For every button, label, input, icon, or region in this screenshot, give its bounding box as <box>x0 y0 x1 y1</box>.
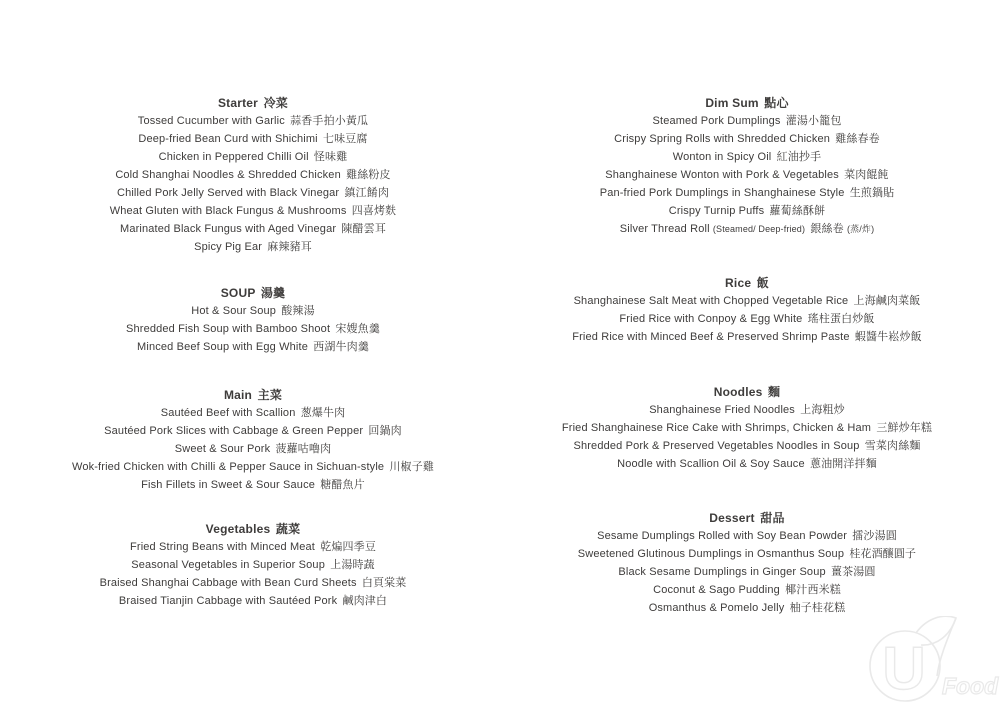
item-en: Steamed Pork Dumplings <box>652 115 781 127</box>
item-en: Tossed Cucumber with Garlic <box>137 115 285 127</box>
item-en: Wonton in Spicy Oil <box>672 151 772 163</box>
menu-item <box>23 422 483 440</box>
item-zh: 葱爆牛肉 <box>300 407 346 419</box>
menu-item <box>517 148 977 166</box>
item-en: Fried Shanghainese Rice Cake with Shrimps, Chicken & Ham <box>561 422 872 434</box>
item-en: Hot & Sour Soup <box>191 305 277 317</box>
menu-item <box>23 574 483 592</box>
item-zh: 銀絲卷 <box>810 223 844 235</box>
menu-item <box>23 184 483 202</box>
item-zh: 西湖牛肉羹 <box>313 341 369 353</box>
item-zh: 七味豆腐 <box>322 133 368 145</box>
item-zh: 四喜烤麩 <box>351 205 397 217</box>
menu-item <box>23 592 483 610</box>
menu-item <box>517 130 977 148</box>
item-en: Wok-fried Chicken with Chilli & Pepper Sauce in Sichuan-style <box>71 461 385 473</box>
section-title-zh: 點心 <box>764 96 789 110</box>
section-title <box>517 509 977 527</box>
item-en: Sweet & Sour Pork <box>174 443 271 455</box>
menu-item <box>23 404 483 422</box>
item-en: Crispy Spring Rolls with Shredded Chicken <box>614 133 831 145</box>
item-zh: 紅油抄手 <box>776 151 822 163</box>
item-zh: 薑茶湯圓 <box>830 566 876 578</box>
menu-item <box>23 130 483 148</box>
item-zh: 桂花酒釀圓子 <box>849 548 917 560</box>
section-noodles <box>517 383 977 473</box>
item-en: Fried Rice with Minced Beef & Preserved Shrimp Paste <box>572 331 850 343</box>
watermark-food-text: Food <box>942 673 999 699</box>
item-en: Shanghainese Wonton with Pork & Vegetables <box>605 169 839 181</box>
item-en: Braised Shanghai Cabbage with Bean Curd Sheets <box>99 577 357 589</box>
item-zh: 上湯時蔬 <box>330 559 375 571</box>
item-en: Shredded Fish Soup with Bamboo Shoot <box>126 323 331 335</box>
section-title-en: Starter <box>217 96 259 110</box>
watermark-letter-u: U <box>882 635 926 702</box>
section-rice <box>517 274 977 346</box>
item-zh: 上海粗炒 <box>800 404 845 416</box>
menu-item <box>23 338 483 356</box>
menu-item <box>23 538 483 556</box>
menu-item <box>517 202 977 220</box>
menu-item <box>517 292 977 310</box>
section-title-en: Rice <box>725 276 752 290</box>
menu-item <box>23 320 483 338</box>
section-title-zh: 蔬菜 <box>275 522 301 536</box>
menu-item <box>23 476 483 494</box>
item-en: Shredded Pork & Preserved Vegetables Noodles in Soup <box>573 440 860 452</box>
section-title-zh: 甜品 <box>760 511 785 525</box>
section-title-en: Noodles <box>713 385 763 399</box>
item-zh: 雪菜肉絲麵 <box>864 440 921 452</box>
item-en: Cold Shanghai Noodles & Shredded Chicken <box>115 169 341 181</box>
menu-item <box>23 148 483 166</box>
menu-item <box>23 440 483 458</box>
section-title <box>23 284 483 302</box>
item-zh: 麻辣豬耳 <box>267 241 312 253</box>
item-zh: 白頁棠菜 <box>361 577 407 589</box>
menu-item <box>517 581 977 599</box>
item-zh: 鹹肉津白 <box>342 595 388 607</box>
section-title-en: Vegetables <box>205 522 271 536</box>
item-zh: 生煎鍋貼 <box>849 187 895 199</box>
menu-item <box>23 166 483 184</box>
item-zh: 回鍋肉 <box>368 425 402 437</box>
item-en: Noodle with Scallion Oil & Soy Sauce <box>617 458 805 470</box>
item-en: Osmanthus & Pomelo Jelly <box>648 602 785 614</box>
item-en: Chicken in Peppered Chilli Oil <box>158 151 309 163</box>
item-en: Minced Beef Soup with Egg White <box>137 341 308 353</box>
menu-item <box>517 527 977 545</box>
item-zh: 瑤柱蛋白炒飯 <box>807 313 875 325</box>
section-title <box>517 274 977 292</box>
item-zh: 陳醋雲耳 <box>341 223 386 235</box>
item-zh: 菜肉餛飩 <box>844 169 889 181</box>
item-en: Spicy Pig Ear <box>194 241 263 253</box>
item-en: Black Sesame Dumplings in Ginger Soup <box>618 566 826 578</box>
section-title <box>517 383 977 401</box>
section-title-en: Dessert <box>709 511 755 525</box>
menu-item <box>23 556 483 574</box>
section-starter <box>23 94 483 256</box>
section-title <box>23 94 483 112</box>
menu-item <box>517 220 977 238</box>
item-zh-note: (蒸/炸) <box>846 224 875 234</box>
menu-item <box>517 184 977 202</box>
item-zh: 蝦醬牛崧炒飯 <box>854 331 922 343</box>
item-zh: 雞絲粉皮 <box>346 169 391 181</box>
section-title-zh: 飯 <box>756 276 769 290</box>
section-title-en: SOUP <box>220 286 256 300</box>
item-en: Wheat Gluten with Black Fungus & Mushrooms <box>109 205 347 217</box>
item-zh: 雞絲春卷 <box>835 133 880 145</box>
menu-item <box>23 202 483 220</box>
menu-item <box>517 545 977 563</box>
item-en: Crispy Turnip Puffs <box>668 205 765 217</box>
item-zh: 蒜香手拍小黃瓜 <box>290 115 369 127</box>
section-dessert <box>517 509 977 617</box>
item-en-note: (Steamed/ Deep-fried) <box>712 224 806 234</box>
item-zh: 糖醋魚片 <box>320 479 365 491</box>
item-en: Sautéed Beef with Scallion <box>160 407 296 419</box>
item-en: Sweetened Glutinous Dumplings in Osmanthus Soup <box>577 548 845 560</box>
item-zh: 鎮江餚肉 <box>344 187 390 199</box>
item-zh: 宋嫂魚羹 <box>335 323 380 335</box>
item-en: Fish Fillets in Sweet & Sour Sauce <box>141 479 315 491</box>
menu-item <box>23 458 483 476</box>
item-en: Coconut & Sago Pudding <box>653 584 780 596</box>
section-title <box>517 94 977 112</box>
item-zh: 酸辣湯 <box>281 305 315 317</box>
item-en: Marinated Black Fungus with Aged Vinegar <box>120 223 337 235</box>
item-zh: 擂沙湯圓 <box>852 530 897 542</box>
menu-item <box>517 419 977 437</box>
section-title <box>23 520 483 538</box>
item-en: Seasonal Vegetables in Superior Soup <box>131 559 325 571</box>
item-en: Fried String Beans with Minced Meat <box>130 541 316 553</box>
menu-item <box>517 112 977 130</box>
item-zh: 怪味雞 <box>313 151 348 163</box>
menu-item <box>517 310 977 328</box>
item-en: Shanghainese Salt Meat with Chopped Vegetable Rice <box>573 295 849 307</box>
section-title-zh: 湯羹 <box>260 286 286 300</box>
menu-item <box>517 599 977 617</box>
item-en: Pan-fried Pork Dumplings in Shanghainese Style <box>599 187 845 199</box>
section-title <box>23 386 483 404</box>
section-soup <box>23 284 483 356</box>
section-title-zh: 麵 <box>768 385 781 399</box>
menu-item <box>517 401 977 419</box>
menu-item <box>517 166 977 184</box>
section-title-en: Dim Sum <box>705 96 759 110</box>
section-title-en: Main <box>223 388 253 402</box>
menu-item <box>23 220 483 238</box>
item-en: Braised Tianjin Cabbage with Sautéed Pork <box>118 595 338 607</box>
menu-item <box>23 302 483 320</box>
section-vegetables <box>23 520 483 610</box>
menu-item <box>517 455 977 473</box>
ufood-watermark-logo <box>858 616 1000 707</box>
item-en: Chilled Pork Jelly Served with Black Vinegar <box>116 187 340 199</box>
menu-item <box>23 238 483 256</box>
item-zh: 椰汁西米糕 <box>785 584 841 596</box>
item-en: Sesame Dumplings Rolled with Soy Bean Powder <box>597 530 848 542</box>
section-main <box>23 386 483 494</box>
item-en: Fried Rice with Conpoy & Egg White <box>619 313 803 325</box>
menu-item <box>517 437 977 455</box>
item-en: Shanghainese Fried Noodles <box>649 404 795 416</box>
menu-item <box>517 328 977 346</box>
section-dim-sum <box>517 94 977 238</box>
item-zh: 蔥油開洋拌麵 <box>809 458 877 470</box>
item-zh: 上海鹹肉菜飯 <box>853 295 921 307</box>
item-zh: 川椒子雞 <box>389 461 435 473</box>
item-zh: 菠蘿咕嚕肉 <box>275 443 332 455</box>
item-zh: 三鮮炒年糕 <box>876 422 933 434</box>
menu-item <box>517 563 977 581</box>
item-zh: 乾煸四季豆 <box>320 541 376 553</box>
item-en: Sautéed Pork Slices with Cabbage & Green Pepper <box>104 425 364 437</box>
section-title-zh: 主菜 <box>257 388 283 402</box>
item-zh: 蘿蔔絲酥餅 <box>769 205 826 217</box>
section-title-zh: 冷菜 <box>263 96 289 110</box>
item-zh: 柚子桂花糕 <box>789 602 846 614</box>
menu-item <box>23 112 483 130</box>
item-en: Silver Thread Roll <box>619 223 710 235</box>
item-zh: 灌湯小籠包 <box>785 115 842 127</box>
item-en: Deep-fried Bean Curd with Shichimi <box>138 133 318 145</box>
